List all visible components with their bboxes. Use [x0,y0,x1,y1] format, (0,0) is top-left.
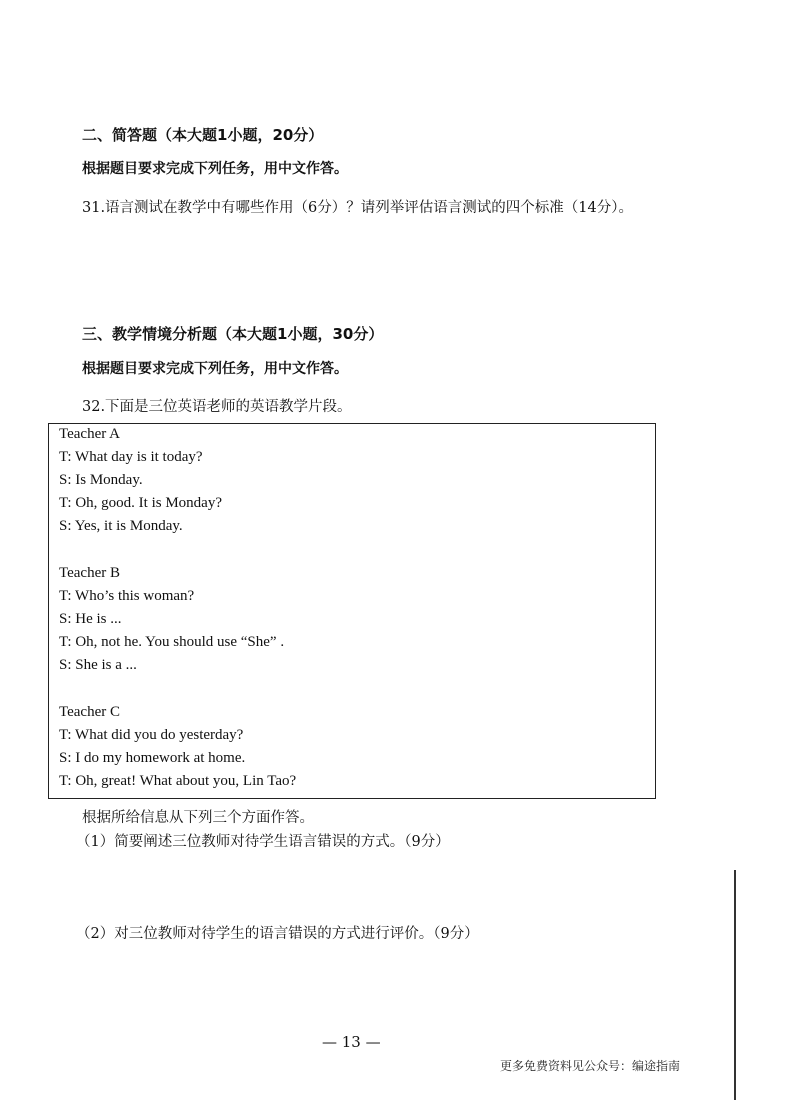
question-32: 32.下面是三位英语老师的英语教学片段。 [82,399,352,415]
section3-heading: 三、教学情境分析题（本大题1小题，30分） [82,325,384,343]
teacher-a-line: T: What day is it today? [59,449,203,465]
task-2: （2）对三位教师对待学生的语言错误的方式进行评价。（9分） [76,926,479,942]
teacher-b-line: T: Oh, not he. You should use “She” . [59,634,285,650]
teacher-c-line: T: What did you do yesterday? [59,727,244,743]
teacher-c-line: S: I do my homework at home. [59,750,246,766]
teacher-b-line: S: She is a ... [59,657,137,673]
teacher-c-line: T: Oh, great! What about you, Lin Tao? [59,773,297,789]
section3-instruction: 根据题目要求完成下列任务，用中文作答。 [82,361,348,377]
teacher-a-line: S: Yes, it is Monday. [59,518,183,534]
footer-note: 更多免费资料见公众号：编途指南 [500,1059,681,1073]
page-number: — 13 — [322,1033,381,1051]
teacher-a-line: T: Oh, good. It is Monday? [59,495,222,511]
dialogue-box [48,423,656,799]
section2-heading: 二、简答题（本大题1小题，20分） [82,126,324,144]
teacher-a-line: S: Is Monday. [59,472,143,488]
tasks-intro: 根据所给信息从下列三个方面作答。 [82,810,314,826]
teacher-c-title: Teacher C [59,704,120,720]
teacher-b-line: T: Who’s this woman? [59,588,195,604]
teacher-a-title: Teacher A [59,426,120,442]
section2-instruction: 根据题目要求完成下列任务，用中文作答。 [82,161,348,177]
task-1: （1）简要阐述三位教师对待学生语言错误的方式。（9分） [76,834,450,850]
margin-rule [734,870,736,1100]
teacher-b-title: Teacher B [59,565,120,581]
question-31: 31.语言测试在教学中有哪些作用（6分）？请列举评估语言测试的四个标准（14分）。 [82,200,633,216]
teacher-b-line: S: He is ... [59,611,122,627]
